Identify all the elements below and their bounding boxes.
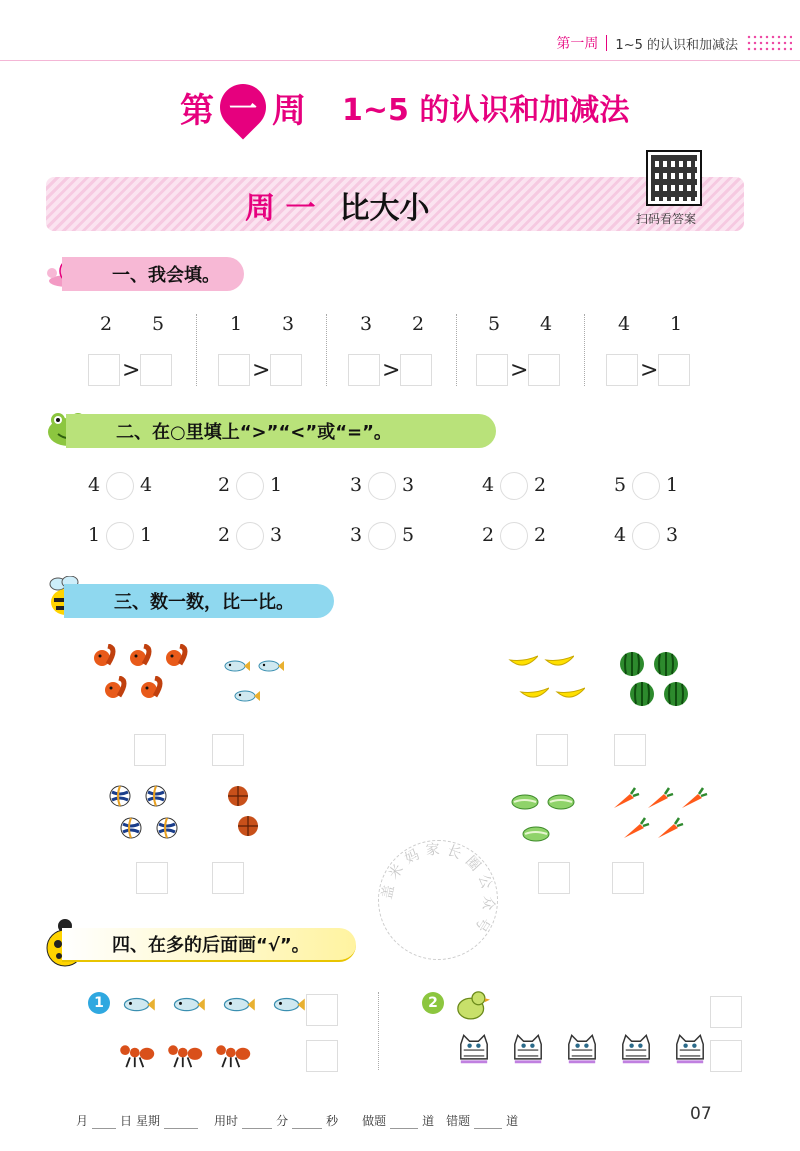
footer-month: 月 <box>76 1114 89 1128</box>
compare-right: 4 <box>140 474 153 496</box>
compare-circle[interactable] <box>500 472 528 500</box>
squirrel-icon <box>162 644 192 672</box>
weekday-field[interactable] <box>164 1117 198 1129</box>
compare-circle[interactable] <box>368 472 396 500</box>
section4-heading: 四、在多的后面画“√”。 <box>62 928 356 962</box>
footer-minutes: 分 <box>276 1114 289 1128</box>
compare-circle[interactable] <box>632 522 660 550</box>
comparison-sign: > <box>382 358 401 383</box>
watermelon-icon <box>618 650 648 678</box>
carrot-icon <box>620 816 650 844</box>
title-badge <box>210 74 275 139</box>
fish-icon <box>166 990 212 1024</box>
exercise-divider <box>196 314 197 386</box>
count-box-right[interactable] <box>614 734 646 766</box>
cat-icon <box>614 1032 658 1074</box>
ant-icon <box>212 1038 252 1072</box>
title-topic: 1~5 的认识和加减法 <box>342 93 630 128</box>
page-number: 07 <box>690 1104 712 1124</box>
banana-icon <box>508 650 538 678</box>
compare-circle[interactable] <box>236 472 264 500</box>
check-box-q1-row1[interactable] <box>306 994 338 1026</box>
answer-box-left[interactable] <box>88 354 120 386</box>
fish-icon <box>216 990 262 1024</box>
fish-icon <box>222 654 252 682</box>
carrot-icon <box>678 786 708 814</box>
running-header <box>556 30 792 56</box>
header-topic: 1~5 的认识和加减法 <box>615 37 738 53</box>
number-right: 5 <box>152 313 165 335</box>
number-right: 3 <box>282 313 295 335</box>
answer-box-right[interactable] <box>400 354 432 386</box>
number-right: 4 <box>540 313 553 335</box>
compare-circle[interactable] <box>106 472 134 500</box>
squirrel-icon <box>126 644 156 672</box>
exercise-divider <box>456 314 457 386</box>
answer-box-right[interactable] <box>270 354 302 386</box>
compare-right: 1 <box>666 474 679 496</box>
answer-box-left[interactable] <box>348 354 380 386</box>
minutes-field[interactable] <box>242 1117 272 1129</box>
comparison-sign: > <box>640 358 659 383</box>
dot-grid-decoration <box>746 34 792 52</box>
number-left: 5 <box>488 313 501 335</box>
exercise-divider <box>584 314 585 386</box>
compare-right: 3 <box>270 524 283 546</box>
svg-text:盖米妈家长圈公众号: 盖米妈家长圈公众号 <box>379 841 497 940</box>
watermelon-icon <box>662 680 692 708</box>
cabbage-icon <box>521 822 551 850</box>
count-box-right[interactable] <box>212 734 244 766</box>
comparison-sign: > <box>510 358 529 383</box>
question-2-marker: 2 <box>422 992 444 1014</box>
compare-left: 3 <box>350 524 363 546</box>
number-left: 3 <box>360 313 373 335</box>
watermark-stamp-text <box>378 840 498 960</box>
squirrel-icon <box>101 676 131 704</box>
number-left: 2 <box>100 313 113 335</box>
compare-left: 2 <box>218 474 231 496</box>
compare-right: 1 <box>270 474 283 496</box>
basketball-icon <box>226 784 256 812</box>
answer-box-left[interactable] <box>218 354 250 386</box>
carrot-icon <box>610 786 640 814</box>
compare-circle[interactable] <box>368 522 396 550</box>
fish-icon <box>256 654 286 682</box>
fish-icon <box>116 990 162 1024</box>
comparison-sign: > <box>122 358 141 383</box>
cat-icon <box>452 1032 496 1074</box>
count-box-left[interactable] <box>136 862 168 894</box>
footer-done: 做题 <box>362 1114 387 1128</box>
header-week: 第一周 <box>556 36 599 52</box>
done-field[interactable] <box>390 1117 418 1129</box>
banner-day: 周 一 <box>245 191 316 226</box>
banana-icon <box>555 682 585 710</box>
footer-dao2: 道 <box>506 1114 519 1128</box>
volleyball-icon <box>119 816 149 844</box>
footer-dao1: 道 <box>422 1114 435 1128</box>
count-box-left[interactable] <box>134 734 166 766</box>
answer-box-left[interactable] <box>476 354 508 386</box>
compare-right: 1 <box>140 524 153 546</box>
count-box-left[interactable] <box>536 734 568 766</box>
header-divider <box>606 35 607 51</box>
title-badge-text: 一 <box>228 92 258 126</box>
footer-seconds: 秒 <box>326 1114 339 1128</box>
banana-icon <box>544 650 574 678</box>
cat-icon <box>668 1032 712 1074</box>
header-rule <box>0 60 800 61</box>
number-right: 2 <box>412 313 425 335</box>
check-box-q2-row2[interactable] <box>710 1040 742 1072</box>
footer-day: 日 <box>120 1114 133 1128</box>
compare-right: 2 <box>534 474 547 496</box>
squirrel-icon <box>137 676 167 704</box>
footer-record <box>72 1112 612 1129</box>
volleyball-icon <box>108 784 138 812</box>
compare-left: 4 <box>88 474 101 496</box>
compare-left: 2 <box>218 524 231 546</box>
volleyball-icon <box>144 784 174 812</box>
compare-left: 5 <box>614 474 627 496</box>
footer-wrong: 错题 <box>446 1114 471 1128</box>
volleyball-icon <box>155 816 185 844</box>
count-box-right[interactable] <box>612 862 644 894</box>
compare-right: 3 <box>402 474 415 496</box>
answer-box-right[interactable] <box>658 354 690 386</box>
compare-left: 3 <box>350 474 363 496</box>
number-left: 4 <box>618 313 631 335</box>
basketball-icon <box>236 814 266 842</box>
bird-icon <box>452 988 492 1024</box>
carrot-icon <box>644 786 674 814</box>
watermelon-icon <box>652 650 682 678</box>
footer-time-used: 用时 <box>214 1114 239 1128</box>
qr-code[interactable] <box>646 150 702 206</box>
compare-left: 4 <box>482 474 495 496</box>
question-1-marker: 1 <box>88 992 110 1014</box>
compare-circle[interactable] <box>106 522 134 550</box>
title-suffix: 周 <box>272 90 306 131</box>
compare-left: 1 <box>88 524 101 546</box>
number-right: 1 <box>670 313 683 335</box>
check-box-q2-row1[interactable] <box>710 996 742 1028</box>
cat-icon <box>560 1032 604 1074</box>
section2-heading: 二、在○里填上“>”“<”或“=”。 <box>66 414 496 448</box>
section1-heading: 一、我会填。 <box>62 257 244 291</box>
ant-icon <box>164 1038 204 1072</box>
page-title <box>180 84 629 130</box>
banana-icon <box>519 682 549 710</box>
squirrel-icon <box>90 644 120 672</box>
day-banner-text <box>245 184 429 226</box>
compare-right: 3 <box>666 524 679 546</box>
answer-box-right[interactable] <box>528 354 560 386</box>
section4-divider <box>378 992 379 1070</box>
compare-circle[interactable] <box>500 522 528 550</box>
check-box-q1-row2[interactable] <box>306 1040 338 1072</box>
cat-icon <box>506 1032 550 1074</box>
banner-topic: 比大小 <box>339 191 430 226</box>
section3-heading: 三、数一数，比一比。 <box>64 584 334 618</box>
exercise-divider <box>326 314 327 386</box>
carrot-icon <box>654 816 684 844</box>
footer-weekday: 星期 <box>136 1114 161 1128</box>
watermelon-icon <box>628 680 658 708</box>
cabbage-icon <box>510 790 540 818</box>
compare-right: 2 <box>534 524 547 546</box>
day-field[interactable] <box>92 1117 116 1129</box>
title-prefix: 第 <box>180 90 214 131</box>
comparison-sign: > <box>252 358 271 383</box>
compare-left: 4 <box>614 524 627 546</box>
compare-right: 5 <box>402 524 415 546</box>
compare-left: 2 <box>482 524 495 546</box>
fish-icon <box>232 684 262 712</box>
count-box-right[interactable] <box>212 862 244 894</box>
answer-box-left[interactable] <box>606 354 638 386</box>
compare-circle[interactable] <box>632 472 660 500</box>
compare-circle[interactable] <box>236 522 264 550</box>
count-box-left[interactable] <box>538 862 570 894</box>
seconds-field[interactable] <box>292 1117 322 1129</box>
cabbage-icon <box>546 790 576 818</box>
wrong-field[interactable] <box>474 1117 502 1129</box>
qr-code-pattern <box>651 155 697 201</box>
ant-icon <box>116 1038 156 1072</box>
answer-box-right[interactable] <box>140 354 172 386</box>
qr-label: 扫码看答案 <box>636 212 697 226</box>
number-left: 1 <box>230 313 243 335</box>
